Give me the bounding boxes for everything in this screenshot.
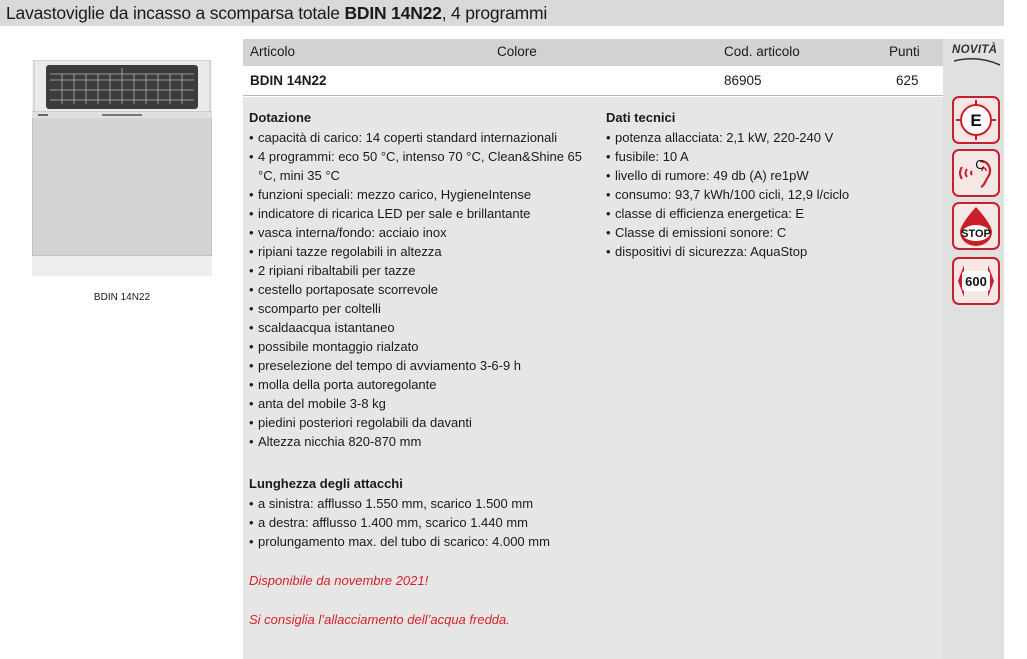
lunghezza-item: • a destra: afflusso 1.400 mm, scarico 1.440 mm: [249, 513, 599, 532]
advice-note: Si consiglia l’allacciamento dell’acqua fredda.: [249, 612, 510, 627]
product-caption: BDIN 14N22: [93, 292, 151, 303]
energy-class-letter: E: [970, 111, 982, 130]
aquastop-label: STOP: [961, 228, 991, 240]
dati-tecnici-item: • fusibile: 10 A: [606, 147, 936, 166]
capacity-label: 600: [965, 274, 987, 289]
dati-tecnici-item: • Classe di emissioni sonore: C: [606, 223, 936, 242]
lunghezza-item: • a sinistra: afflusso 1.550 mm, scarico 1.500 mm: [249, 494, 599, 513]
table-row: [243, 66, 943, 96]
table-header: [243, 39, 943, 66]
noise-class-icon: [952, 149, 1000, 197]
row-articolo: BDIN 14N22: [250, 73, 327, 88]
dotazione-item: • anta del mobile 3-8 kg: [249, 394, 599, 413]
dati-tecnici-title: Dati tecnici: [606, 110, 676, 125]
novita-label: NOVITÀ: [952, 44, 998, 56]
dotazione-list: [249, 128, 599, 451]
dati-tecnici-item: • dispositivi di sicurezza: AquaStop: [606, 242, 936, 261]
lunghezza-title: Lunghezza degli attacchi: [249, 476, 403, 491]
lunghezza-item: • prolungamento max. del tubo di scarico: 4.000 mm: [249, 532, 599, 551]
details-panel: [243, 97, 943, 659]
page-title: [6, 3, 547, 24]
dishwasher-image: [32, 60, 212, 276]
availability-note: Disponibile da novembre 2021!: [249, 573, 429, 588]
title-suffix: , 4 programmi: [441, 3, 548, 23]
dotazione-item: • vasca interna/fondo: acciaio inox: [249, 223, 599, 242]
dotazione-item: • ripiani tazze regolabili in altezza: [249, 242, 599, 261]
row-punti: 625: [896, 73, 919, 88]
dotazione-item: • molla della porta autoregolante: [249, 375, 599, 394]
dotazione-title: Dotazione: [249, 110, 312, 125]
badge-sidebar: [943, 39, 1004, 659]
aquastop-badge: [952, 202, 1000, 250]
row-cod-articolo: 86905: [724, 73, 762, 88]
capacity-badge: [952, 257, 1000, 305]
novita-badge: [950, 41, 1002, 69]
aquastop-icon: [952, 202, 1000, 250]
title-bar: [0, 0, 1004, 26]
energy-class-icon: [952, 96, 1000, 144]
title-model: BDIN 14N22: [344, 3, 442, 23]
dotazione-item: • cestello portaposate scorrevole: [249, 280, 599, 299]
header-cod-articolo: Cod. articolo: [724, 44, 800, 59]
dotazione-item: • scaldaacqua istantaneo: [249, 318, 599, 337]
dotazione-item: • indicatore di ricarica LED per sale e brillantante: [249, 204, 599, 223]
dotazione-item: • possibile montaggio rialzato: [249, 337, 599, 356]
header-articolo: Articolo: [250, 44, 296, 59]
novita-swoosh-icon: [950, 41, 1002, 69]
dotazione-item: • 4 programmi: eco 50 °C, intenso 70 °C, Clean&Shine 65 °C, mini 35 °C: [249, 147, 599, 185]
dotazione-item: • capacità di carico: 14 coperti standard internazionali: [249, 128, 599, 147]
dotazione-item: • funzioni speciali: mezzo carico, HygieneIntense: [249, 185, 599, 204]
dotazione-item: • preselezione del tempo di avviamento 3-6-9 h: [249, 356, 599, 375]
lunghezza-list: [249, 494, 599, 551]
noise-class-letter: C: [975, 157, 985, 172]
header-colore: Colore: [497, 44, 537, 59]
noise-class-badge: [952, 149, 1000, 197]
details-right-column: [606, 109, 936, 261]
details-left-column: [249, 109, 599, 628]
dati-tecnici-item: • classe di efficienza energetica: E: [606, 204, 936, 223]
energy-class-badge: [952, 96, 1000, 144]
dotazione-item: • piedini posteriori regolabili da davanti: [249, 413, 599, 432]
capacity-badge-icon: [952, 257, 1000, 305]
header-punti: Punti: [889, 44, 920, 59]
dati-tecnici-list: [606, 128, 936, 261]
dati-tecnici-item: • consumo: 93,7 kWh/100 cicli, 12,9 l/ciclo: [606, 185, 936, 204]
dotazione-item: • scomparto per coltelli: [249, 299, 599, 318]
dati-tecnici-item: • livello di rumore: 49 db (A) re1pW: [606, 166, 936, 185]
dotazione-item: • Altezza nicchia 820-870 mm: [249, 432, 599, 451]
dotazione-item: • 2 ripiani ribaltabili per tazze: [249, 261, 599, 280]
title-prefix: Lavastoviglie da incasso a scomparsa totale: [6, 3, 345, 23]
dati-tecnici-item: • potenza allacciata: 2,1 kW, 220-240 V: [606, 128, 936, 147]
